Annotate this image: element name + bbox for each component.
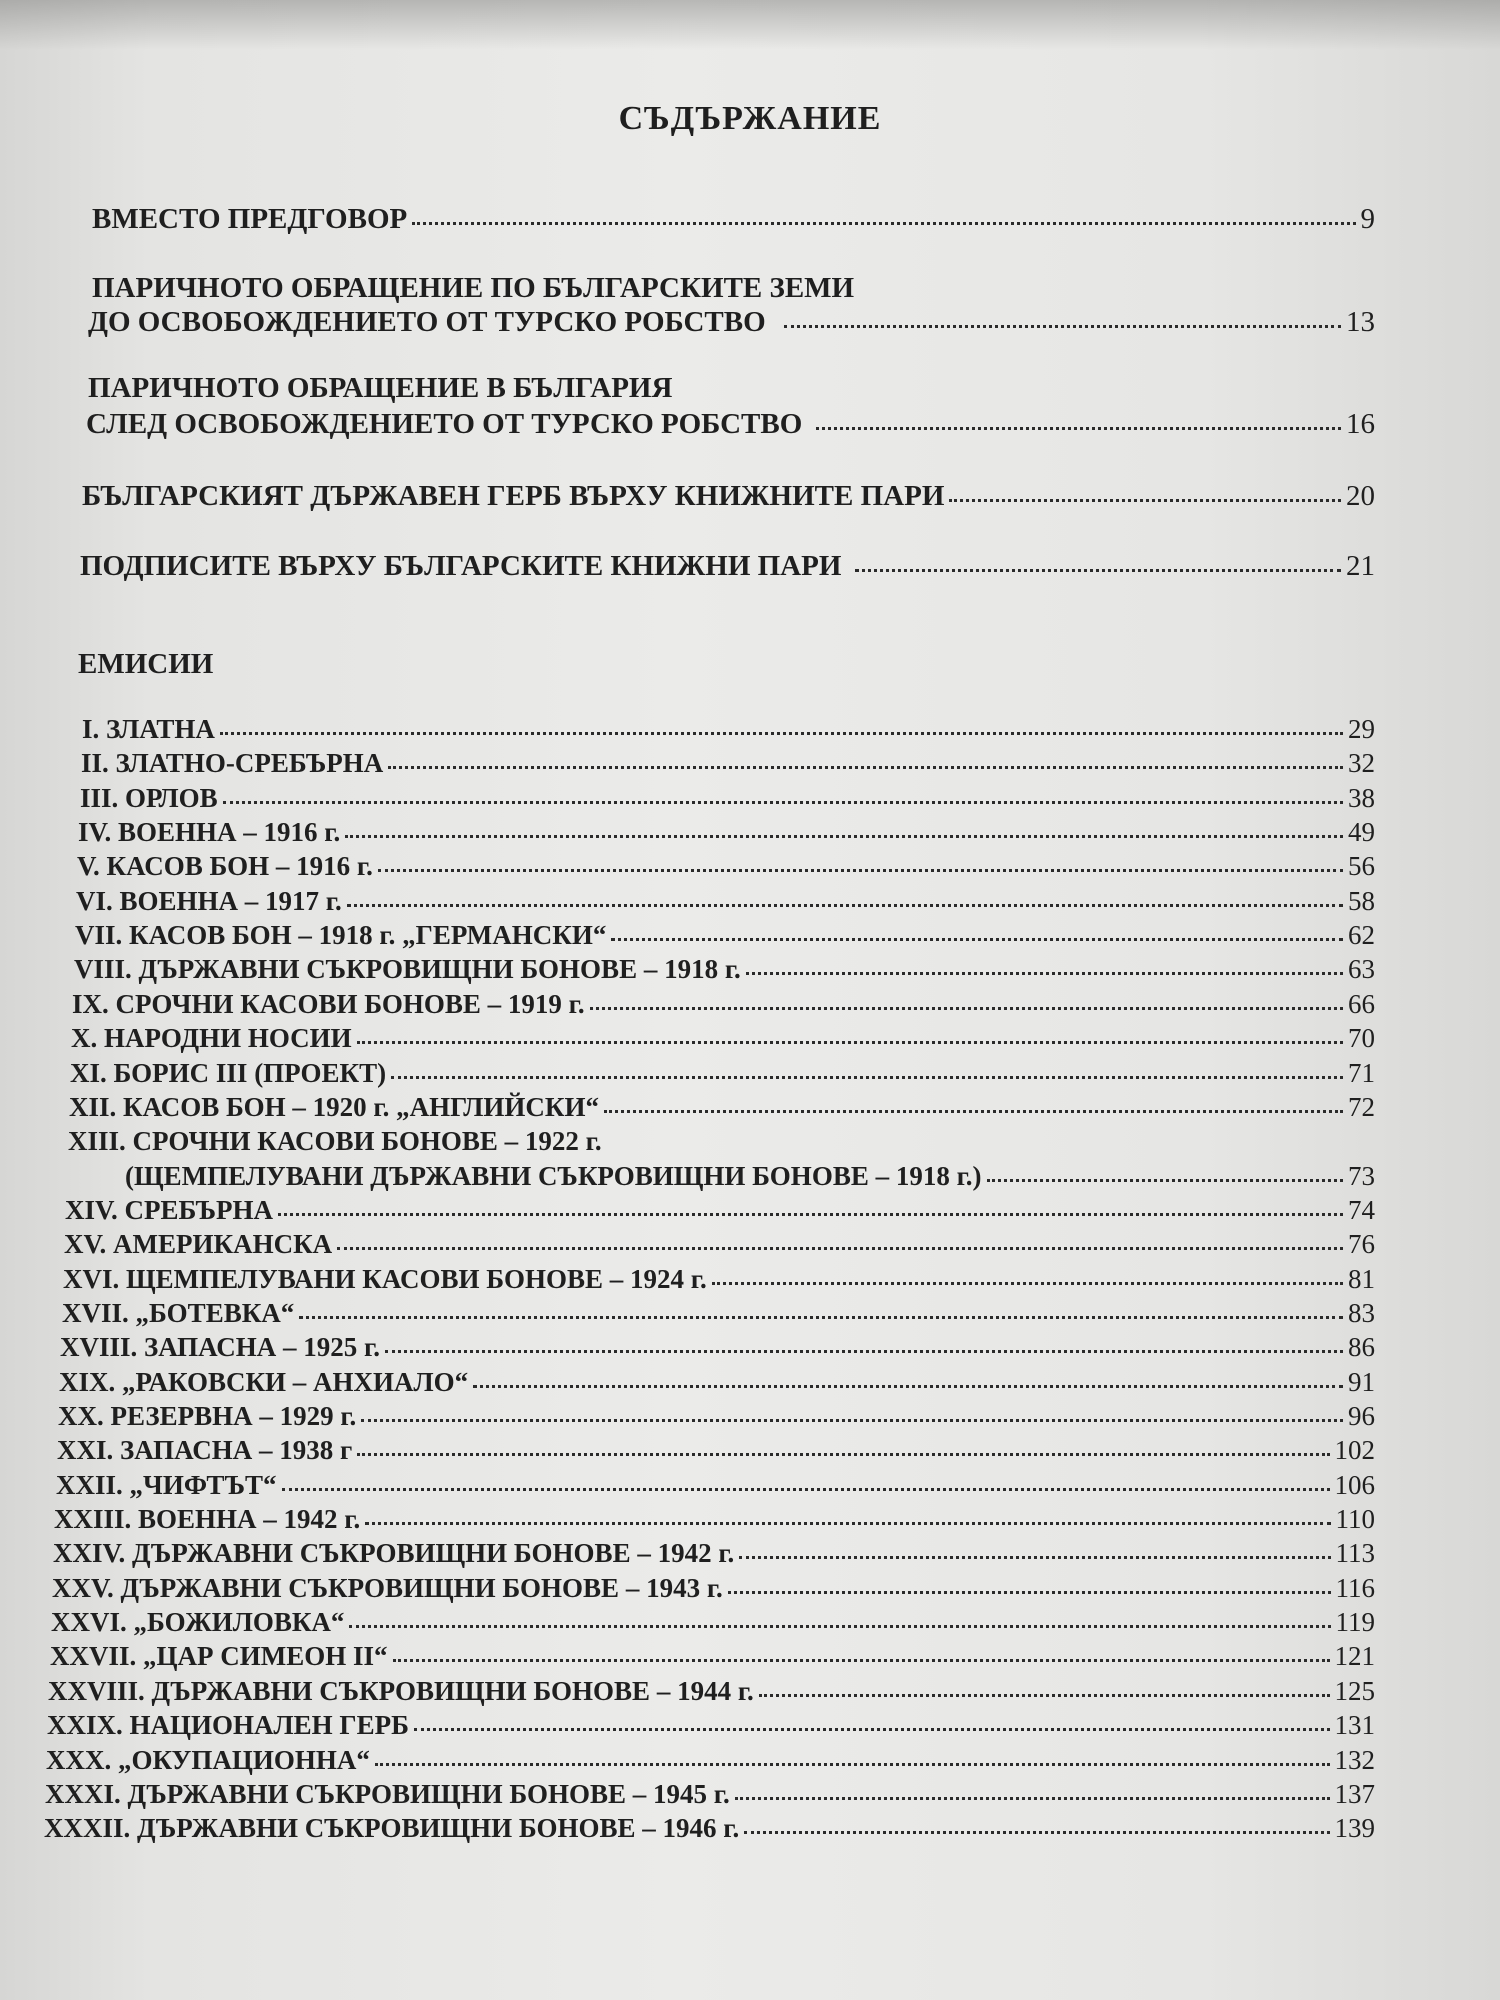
- dot-leader: [987, 1179, 1343, 1182]
- dot-leader: [223, 801, 1343, 804]
- emission-title: XX. РЕЗЕРВНА – 1929 г.: [58, 1401, 357, 1431]
- dot-leader: [746, 972, 1343, 975]
- emission-page-number: 76: [1348, 1229, 1375, 1260]
- emission-title: XXXII. ДЪРЖАВНИ СЪКРОВИЩНИ БОНОВЕ – 1946 г.: [44, 1813, 740, 1844]
- emission-page-number: 62: [1348, 920, 1375, 951]
- emission-entry: [77, 851, 1375, 882]
- emission-entry: [51, 1607, 1375, 1638]
- emission-page-number: 70: [1348, 1023, 1375, 1054]
- toc-page-number: 20: [1346, 480, 1375, 512]
- emission-title: VII. КАСОВ БОН – 1918 г. „ГЕРМАНСКИ“: [75, 920, 607, 951]
- dot-leader: [739, 1556, 1330, 1559]
- emission-title: XXIV. ДЪРЖАВНИ СЪКРОВИЩНИ БОНОВЕ – 1942 г.: [53, 1538, 735, 1569]
- emission-page-number: 32: [1348, 748, 1375, 779]
- emission-page-number: 119: [1335, 1607, 1375, 1638]
- emission-page-number: 121: [1334, 1641, 1375, 1672]
- emission-page-number: 125: [1334, 1675, 1375, 1706]
- dot-leader: [414, 1728, 1330, 1731]
- toc-entry-title: СЛЕД ОСВОБОЖДЕНИЕТО ОТ ТУРСКО РОБСТВО: [86, 408, 803, 440]
- toc-entry-title: ПОДПИСИТЕ ВЪРХУ БЪЛГАРСКИТЕ КНИЖНИ ПАРИ: [80, 550, 842, 582]
- emission-entry: [69, 1092, 1375, 1123]
- toc-entry-title-line: ПАРИЧНОТО ОБРАЩЕНИЕ В БЪЛГАРИЯ: [88, 372, 673, 404]
- emission-entry: [53, 1538, 1375, 1569]
- emission-title: XII. КАСОВ БОН – 1920 г. „АНГЛИЙСКИ“: [69, 1091, 599, 1122]
- emission-page-number: 131: [1334, 1710, 1375, 1741]
- emission-entry: [71, 1023, 1375, 1054]
- toc-page-number: 16: [1346, 408, 1375, 440]
- emission-entry: [76, 886, 1375, 917]
- dot-leader: [816, 427, 1341, 430]
- emission-entry: [56, 1470, 1375, 1501]
- toc-page-number: 13: [1346, 306, 1375, 338]
- emission-title: IX. СРОЧНИ КАСОВИ БОНОВЕ – 1919 г.: [72, 988, 585, 1019]
- emission-title: III. ОРЛОВ: [80, 782, 218, 813]
- dot-leader: [357, 1453, 1329, 1456]
- emission-entry: [50, 1641, 1375, 1672]
- emission-entry: [54, 1504, 1375, 1535]
- emission-entry: [58, 1401, 1375, 1432]
- dot-leader: [590, 1007, 1343, 1010]
- dot-leader: [282, 1488, 1330, 1491]
- emission-title: II. ЗЛАТНО-СРЕБЪРНА: [81, 748, 384, 779]
- section-heading: ЕМИСИИ: [78, 648, 214, 680]
- emission-title: VIII. ДЪРЖАВНИ СЪКРОВИЩНИ БОНОВЕ – 1918 г.: [74, 954, 741, 985]
- emission-page-number: 96: [1348, 1401, 1375, 1431]
- dot-leader: [349, 1625, 1330, 1628]
- dot-leader: [385, 1350, 1343, 1353]
- emission-entry: [82, 714, 1375, 745]
- dot-leader: [611, 938, 1343, 941]
- dot-leader: [220, 732, 1343, 735]
- toc-entry: [88, 306, 1375, 339]
- emission-entry: [59, 1367, 1375, 1398]
- emission-entry: [70, 1058, 1375, 1089]
- emission-title: XXVII. „ЦАР СИМЕОН II“: [50, 1641, 388, 1672]
- dot-leader: [712, 1282, 1343, 1285]
- emission-entry: [57, 1435, 1375, 1466]
- emission-page-number: 113: [1335, 1538, 1375, 1569]
- dot-leader: [278, 1213, 1343, 1216]
- emission-entry: [62, 1298, 1375, 1329]
- dot-leader: [604, 1110, 1343, 1113]
- toc-entry-title: БЪЛГАРСКИЯТ ДЪРЖАВЕН ГЕРБ ВЪРХУ КНИЖНИТЕ ПАРИ: [82, 480, 945, 512]
- dot-leader: [337, 1247, 1343, 1250]
- emission-page-number: 38: [1348, 782, 1375, 813]
- emission-page-number: 56: [1348, 851, 1375, 882]
- dot-leader: [391, 1076, 1343, 1079]
- emission-title: XVI. ЩЕМПЕЛУВАНИ КАСОВИ БОНОВЕ – 1924 г.: [63, 1263, 707, 1294]
- emission-page-number: 83: [1348, 1297, 1375, 1328]
- emission-page-number: 58: [1348, 885, 1375, 916]
- emission-title: XXIII. ВОЕННА – 1942 г.: [54, 1504, 361, 1535]
- toc-entry-title: ВМЕСТО ПРЕДГОВОР: [92, 203, 408, 235]
- emission-entry: [75, 920, 1375, 951]
- dot-leader: [949, 499, 1341, 502]
- emission-entry: [65, 1195, 1375, 1226]
- emission-title: XIX. „РАКОВСКИ – АНХИАЛО“: [59, 1366, 469, 1397]
- emission-title: XIII. СРОЧНИ КАСОВИ БОНОВЕ – 1922 г.: [68, 1126, 602, 1157]
- toc-entry: [92, 203, 1375, 236]
- emission-page-number: 81: [1348, 1263, 1375, 1294]
- emission-title: XIV. СРЕБЪРНА: [65, 1194, 273, 1225]
- emission-title: IV. ВОЕННА – 1916 г.: [78, 817, 341, 848]
- toc-entry: [80, 550, 1375, 583]
- emission-page-number: 106: [1334, 1469, 1375, 1500]
- emission-page-number: 63: [1348, 954, 1375, 985]
- emission-title: XXI. ЗАПАСНА – 1938 г: [57, 1435, 353, 1466]
- emission-title: XXV. ДЪРЖАВНИ СЪКРОВИЩНИ БОНОВЕ – 1943 г.: [52, 1572, 723, 1603]
- emission-title: XXVI. „БОЖИЛОВКА“: [51, 1607, 345, 1638]
- dot-leader: [345, 835, 1343, 838]
- dot-leader: [744, 1831, 1329, 1834]
- dot-leader: [393, 1659, 1330, 1662]
- toc-page-number: 9: [1360, 203, 1375, 235]
- emission-page-number: 74: [1348, 1194, 1375, 1225]
- emission-page-number: 29: [1348, 714, 1375, 744]
- emission-entry: [74, 954, 1375, 985]
- emission-entry: [125, 1161, 1375, 1192]
- emission-entry: [46, 1745, 1375, 1776]
- emission-title: I. ЗЛАТНА: [82, 714, 215, 744]
- toc-entry-title-line: ПАРИЧНОТО ОБРАЩЕНИЕ ПО БЪЛГАРСКИТЕ ЗЕМИ: [92, 272, 855, 304]
- emission-page-number: 132: [1334, 1744, 1375, 1775]
- emission-title: XXVIII. ДЪРЖАВНИ СЪКРОВИЩНИ БОНОВЕ – 1944 г.: [48, 1675, 754, 1706]
- emission-page-number: 102: [1334, 1435, 1375, 1466]
- emission-title: XI. БОРИС III (ПРОЕКТ): [70, 1057, 387, 1088]
- dot-leader: [378, 869, 1343, 872]
- emission-entry: [81, 748, 1375, 779]
- emission-title: XVIII. ЗАПАСНА – 1925 г.: [60, 1332, 380, 1363]
- emission-entry: [64, 1229, 1375, 1260]
- emission-entry: [48, 1676, 1375, 1707]
- dot-leader: [347, 904, 1343, 907]
- emission-title: XXX. „ОКУПАЦИОННА“: [46, 1744, 370, 1775]
- emission-entry: [44, 1813, 1375, 1844]
- emission-entry: [78, 817, 1375, 848]
- emission-title: XXXI. ДЪРЖАВНИ СЪКРОВИЩНИ БОНОВЕ – 1945 г.: [45, 1778, 730, 1809]
- dot-leader: [357, 1041, 1343, 1044]
- emission-title: VI. ВОЕННА – 1917 г.: [76, 885, 342, 916]
- toc-entry: [86, 408, 1375, 441]
- dot-leader: [473, 1385, 1343, 1388]
- emission-entry: [68, 1126, 1375, 1157]
- dot-leader: [728, 1591, 1331, 1594]
- emission-entry: [60, 1332, 1375, 1363]
- emission-page-number: 72: [1348, 1091, 1375, 1122]
- emission-page-number: 110: [1335, 1504, 1375, 1535]
- dot-leader: [375, 1763, 1330, 1766]
- emission-page-number: 91: [1348, 1366, 1375, 1397]
- emission-title: XV. АМЕРИКАНСКА: [64, 1229, 333, 1260]
- dot-leader: [365, 1522, 1330, 1525]
- dot-leader: [735, 1797, 1330, 1800]
- emission-page-number: 71: [1348, 1057, 1375, 1088]
- toc-page-number: 21: [1346, 550, 1375, 582]
- emission-entry: [63, 1264, 1375, 1295]
- emission-title: V. КАСОВ БОН – 1916 г.: [77, 851, 373, 882]
- emission-entry: [72, 989, 1375, 1020]
- dot-leader: [759, 1694, 1330, 1697]
- emission-page-number: 66: [1348, 988, 1375, 1019]
- emission-page-number: 73: [1348, 1160, 1375, 1191]
- emission-title: XVII. „БОТЕВКА“: [62, 1297, 295, 1328]
- emission-page-number: 137: [1334, 1778, 1375, 1809]
- emission-page-number: 49: [1348, 817, 1375, 848]
- toc-entry: [82, 480, 1375, 513]
- page-shadow: [0, 0, 1500, 50]
- emission-page-number: 139: [1334, 1813, 1375, 1844]
- emission-page-number: 86: [1348, 1332, 1375, 1363]
- emission-title: XXII. „ЧИФТЪТ“: [56, 1469, 277, 1500]
- emission-title: (ЩЕМПЕЛУВАНИ ДЪРЖАВНИ СЪКРОВИЩНИ БОНОВЕ – 1918 г.): [125, 1160, 982, 1191]
- dot-leader: [412, 222, 1355, 225]
- dot-leader: [784, 325, 1341, 328]
- dot-leader: [855, 569, 1341, 572]
- dot-leader: [361, 1419, 1343, 1422]
- toc-entry-title: ДО ОСВОБОЖДЕНИЕТО ОТ ТУРСКО РОБСТВО: [88, 306, 766, 338]
- emission-page-number: 116: [1335, 1572, 1375, 1603]
- emission-entry: [45, 1779, 1375, 1810]
- emission-title: XXIX. НАЦИОНАЛЕН ГЕРБ: [47, 1710, 409, 1741]
- page-title: СЪДЪРЖАНИЕ: [618, 100, 882, 137]
- emission-entry: [47, 1710, 1375, 1741]
- dot-leader: [299, 1316, 1343, 1319]
- emission-title: X. НАРОДНИ НОСИИ: [71, 1023, 352, 1054]
- emission-entry: [52, 1573, 1375, 1604]
- emission-entry: [80, 783, 1375, 814]
- dot-leader: [388, 766, 1343, 769]
